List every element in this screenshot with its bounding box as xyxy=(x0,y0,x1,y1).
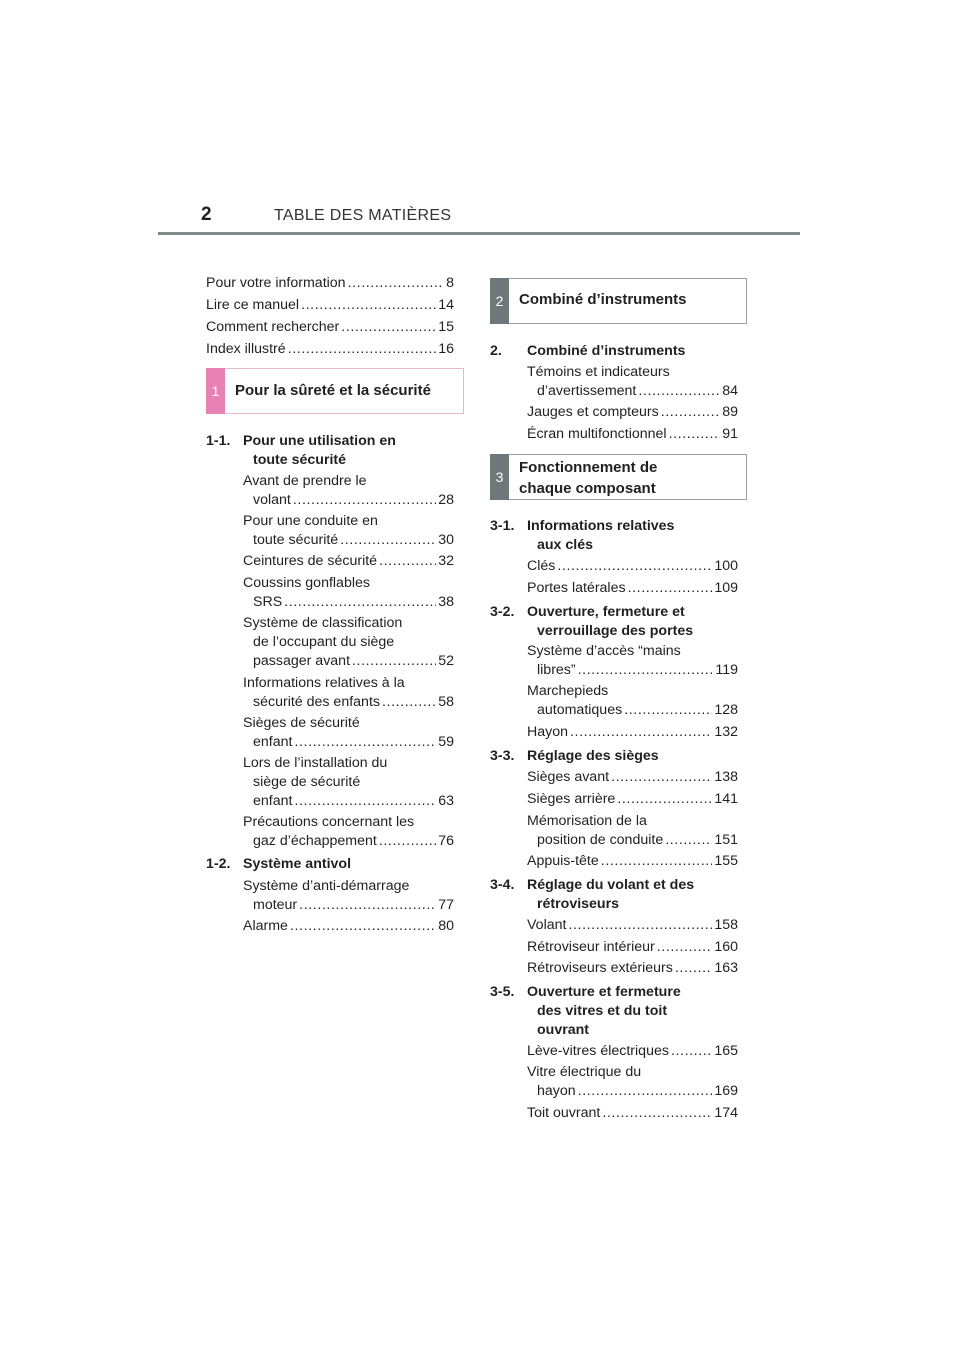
toc-entry[interactable]: Rétroviseurs extérieurs ..... 163 xyxy=(527,959,738,978)
chapter-title: chaque composant xyxy=(519,480,656,497)
toc-entry[interactable]: Index illustré ..... 16 xyxy=(206,340,454,359)
chapter-tab: 3 xyxy=(490,454,509,500)
toc-entry[interactable]: Système d’accès “mains libres” ..... 119 xyxy=(527,642,738,680)
toc-entry[interactable]: Système de classification de l’occupant du siège passager avant ..... 52 xyxy=(243,614,454,671)
toc-entry[interactable]: Écran multifonctionnel ..... 91 xyxy=(527,425,738,444)
toc-entry[interactable]: Appuis-tête ..... 155 xyxy=(527,852,738,871)
toc-entry[interactable]: Coussins gonflables SRS ..... 38 xyxy=(243,574,454,612)
chapter-title: Pour la sûreté et la sécurité xyxy=(235,382,431,399)
chapter-title: Fonctionnement de xyxy=(519,459,658,476)
toc-entry[interactable]: Témoins et indicateurs d’avertissement ..... 84 xyxy=(527,363,738,401)
toc-entry[interactable]: Sièges arrière ..... 141 xyxy=(527,790,738,809)
chapter-2-box[interactable] xyxy=(490,278,747,324)
toc-entry[interactable]: Volant ..... 158 xyxy=(527,916,738,935)
header-divider xyxy=(158,232,800,235)
chapter-3-box[interactable] xyxy=(490,454,747,500)
toc-entry[interactable]: Vitre électrique du hayon ..... 169 xyxy=(527,1063,738,1101)
chapter-title: Combiné d’instruments xyxy=(519,291,687,308)
section-heading: 3-5. Ouverture et fermeture des vitres et du toit ouvrant xyxy=(490,984,681,1038)
toc-entry[interactable]: Marchepieds automatiques ..... 128 xyxy=(527,682,738,720)
section-heading: 2. Combiné d’instruments xyxy=(490,343,686,359)
toc-entry[interactable]: Pour votre information ..... 8 xyxy=(206,274,454,293)
toc-entry[interactable]: Sièges de sécurité enfant ..... 59 xyxy=(243,714,454,752)
toc-entry[interactable]: Portes latérales ..... 109 xyxy=(527,579,738,598)
header-title: TABLE DES MATIÈRES xyxy=(274,207,452,224)
toc-entry[interactable]: Comment rechercher ..... 15 xyxy=(206,318,454,337)
toc-entry[interactable]: Jauges et compteurs ..... 89 xyxy=(527,403,738,422)
page-header xyxy=(0,0,960,240)
toc-entry[interactable]: Toit ouvrant ..... 174 xyxy=(527,1104,738,1123)
toc-entry[interactable]: Pour une conduite en toute sécurité ..... 30 xyxy=(243,512,454,550)
toc-entry[interactable]: Lors de l’installation du siège de sécurité enfant ..... 63 xyxy=(243,754,454,811)
section-heading: 3-2. Ouverture, fermeture et verrouillage des portes xyxy=(490,604,694,639)
toc-entry[interactable]: Alarme ..... 80 xyxy=(243,917,454,936)
toc-entry[interactable]: Rétroviseur intérieur ..... 160 xyxy=(527,938,738,957)
chapter-tab: 2 xyxy=(490,278,509,324)
section-heading: 1-2. Système antivol xyxy=(206,856,352,872)
section-heading: 1-1. Pour une utilisation en toute sécurité xyxy=(206,433,396,468)
toc-entry[interactable]: Précautions concernant les gaz d’échappement ..... 76 xyxy=(243,813,454,851)
chapter-tab: 1 xyxy=(206,368,225,414)
section-heading: 3-1. Informations relatives aux clés xyxy=(490,518,675,553)
toc-entry[interactable]: Mémorisation de la position de conduite ..... 151 xyxy=(527,812,738,850)
page-number: 2 xyxy=(201,204,212,225)
toc-entry[interactable]: Lire ce manuel ..... 14 xyxy=(206,296,454,315)
toc-entry[interactable]: Sièges avant ..... 138 xyxy=(527,768,738,787)
toc-entry[interactable]: Système d’anti-démarrage moteur ..... 77 xyxy=(243,877,454,915)
chapter-1-box[interactable] xyxy=(206,368,464,414)
toc-entry[interactable]: Ceintures de sécurité ..... 32 xyxy=(243,552,454,571)
toc-entry[interactable]: Informations relatives à la sécurité des enfants ..... 58 xyxy=(243,674,454,712)
toc-entry[interactable]: Avant de prendre le volant ..... 28 xyxy=(243,472,454,510)
toc-entry[interactable]: Hayon ..... 132 xyxy=(527,723,738,742)
toc-entry[interactable]: Clés ..... 100 xyxy=(527,557,738,576)
section-heading: 3-3. Réglage des sièges xyxy=(490,748,659,764)
toc-entry[interactable]: Lève-vitres électriques ..... 165 xyxy=(527,1042,738,1061)
section-heading: 3-4. Réglage du volant et des rétroviseurs xyxy=(490,877,695,912)
